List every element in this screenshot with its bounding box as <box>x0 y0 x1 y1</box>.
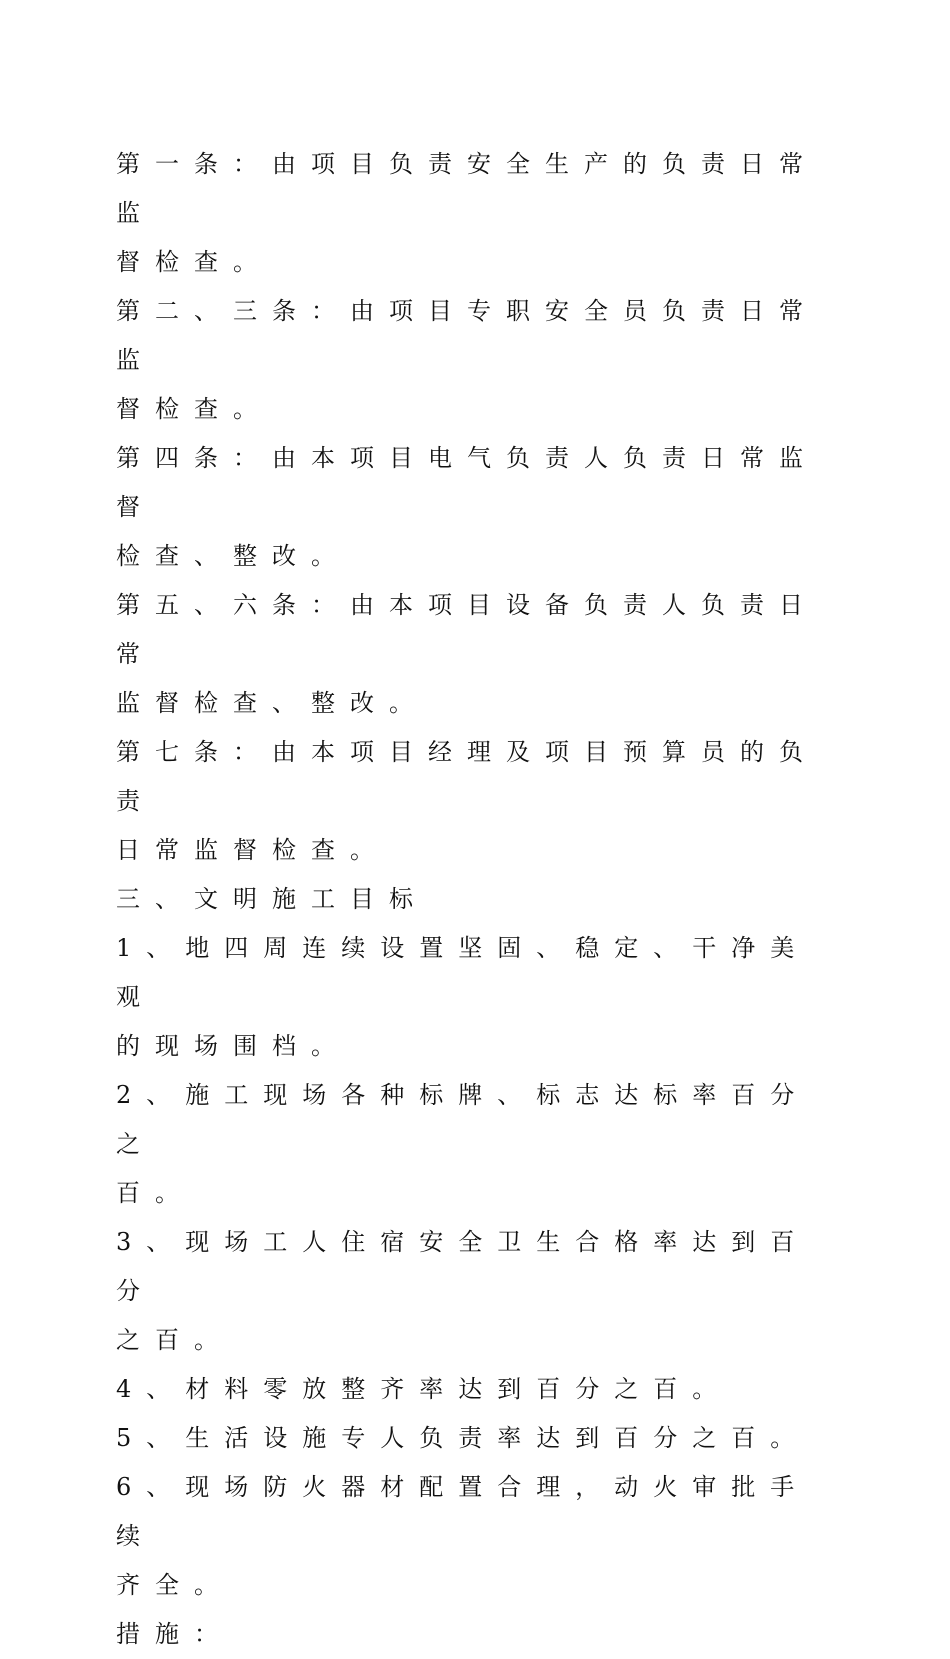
text-line-14: 2、施工现场各种标牌、标志达标率百分之 <box>116 1081 810 1158</box>
text-line-03: 第二、三条：由项目专职安全员负责日常监 <box>116 297 818 374</box>
text-line-20: 6、现场防火器材配置合理，动火审批手续 <box>116 1473 810 1550</box>
text-line-21: 齐全。 <box>116 1571 233 1599</box>
text-line-01: 第一条：由项目负责安全生产的负责日常监 <box>116 150 818 227</box>
text-line-09: 第七条：由本项目经理及项目预算员的负责 <box>116 738 818 815</box>
document-body <box>116 140 844 1659</box>
text-line-16: 3、现场工人住宿安全卫生合格率达到百分 <box>116 1228 810 1305</box>
text-line-12: 1、地四周连续设置坚固、稳定、干净美观 <box>116 934 810 1011</box>
text-line-17: 之百。 <box>116 1326 233 1354</box>
text-line-07: 第五、六条：由本项目设备负责人负责日常 <box>116 591 818 668</box>
measures-heading: 措施： <box>116 1620 233 1648</box>
text-line-02: 督检查。 <box>116 248 272 276</box>
text-line-15: 百。 <box>116 1179 194 1207</box>
text-line-08: 监督检查、整改。 <box>116 689 428 717</box>
text-line-18: 4、材料零放整齐率达到百分之百。 <box>116 1375 732 1403</box>
text-line-10: 日常监督检查。 <box>116 836 389 864</box>
text-line-06: 检查、整改。 <box>116 542 350 570</box>
text-line-19: 5、生活设施专人负责率达到百分之百。 <box>116 1424 810 1452</box>
text-line-13: 的现场围档。 <box>116 1032 350 1060</box>
text-line-05: 第四条：由本项目电气负责人负责日常监督 <box>116 444 818 521</box>
text-line-04: 督检查。 <box>116 395 272 423</box>
section-heading: 三、文明施工目标 <box>116 885 428 913</box>
